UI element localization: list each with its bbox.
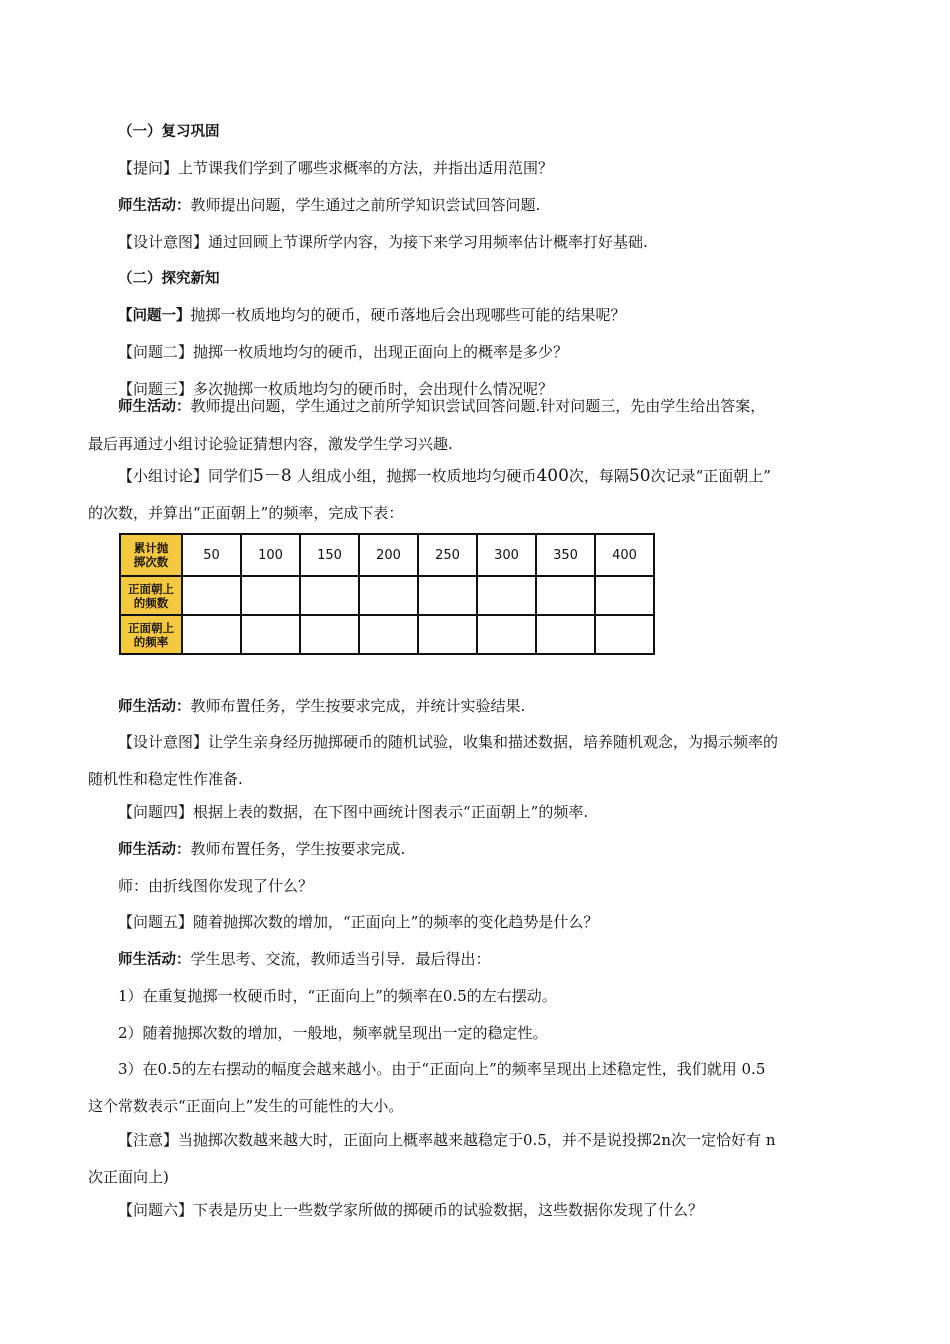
row-header-line-2: 的频数 xyxy=(133,595,169,610)
activity-2-block xyxy=(88,388,863,463)
note-line-1: 当抛掷次数越来越大时，正面向上概率越来越稳定于0.5，并不是说投掷2n次一定恰好有 n xyxy=(178,1131,776,1149)
activity-5-text: 学生思考、交流，教师适当引导．最后得出： xyxy=(190,950,491,968)
q6-text: 下表是历史上一些数学家所做的掷硬币的试验数据，这些数据你发现了什么？ xyxy=(193,1201,704,1219)
discussion-text-b: 人组成小组，抛掷一枚质地均匀硬币 xyxy=(291,467,537,485)
paragraph-activity-3 xyxy=(88,688,863,726)
tag-activity-3: 师生活动： xyxy=(118,699,191,715)
activity-2-line-1-text: 教师提出问题，学生通过之前所学知识尝试回答问题.针对问题三，先由学生给出答案， xyxy=(190,397,766,415)
count-cell: 350 xyxy=(536,534,595,576)
count-cell: 50 xyxy=(182,534,241,576)
blank-cell[interactable] xyxy=(418,615,477,654)
row-header-heads-count xyxy=(120,576,182,615)
intent-2-line-2: 随机性和稳定性作准备. xyxy=(88,770,243,788)
paragraph-q5 xyxy=(88,904,863,941)
tag-q5: 【问题五】 xyxy=(118,913,194,931)
discussion-line-2: 的次数，并算出“正面朝上”的频率，完成下表： xyxy=(88,504,404,522)
paragraph-q6 xyxy=(88,1192,863,1229)
table-row-counts xyxy=(120,534,654,576)
blank-cell[interactable] xyxy=(182,615,241,654)
paragraph-q2 xyxy=(88,334,863,371)
table-row-heads-rate xyxy=(120,615,654,654)
q1-text: 抛掷一枚质地均匀的硬币，硬币落地后会出现哪些可能的结果呢？ xyxy=(190,306,626,324)
count-cell: 200 xyxy=(359,534,418,576)
discussion-total-throws: 400 xyxy=(536,466,569,486)
activity-2-line-2-text: 最后再通过小组讨论验证猜想内容，激发学生学习兴趣. xyxy=(88,435,453,453)
experiment-table xyxy=(119,533,655,655)
count-cell: 300 xyxy=(477,534,536,576)
row-header-line-1: 累计抛 xyxy=(133,541,169,555)
paragraph-teacher-question: 师：由折线图你发现了什么？ xyxy=(118,877,314,895)
blank-cell[interactable] xyxy=(477,576,536,615)
question-text: 上节课我们学到了哪些求概率的方法，并指出适用范围？ xyxy=(178,159,554,177)
note-line-2: 次正面向上) xyxy=(88,1168,169,1186)
tag-activity-4: 师生活动： xyxy=(118,842,191,858)
blank-cell[interactable] xyxy=(300,576,359,615)
intent-2-block xyxy=(88,724,863,798)
tag-q3: 【问题三】 xyxy=(118,380,194,398)
tag-q4: 【问题四】 xyxy=(118,803,194,821)
group-discussion-block xyxy=(88,458,863,532)
q4-text: 根据上表的数据，在下图中画统计图表示“正面朝上”的频率. xyxy=(193,803,589,821)
blank-cell[interactable] xyxy=(595,615,654,654)
intent-text: 通过回顾上节课所学内容，为接下来学习用频率估计概率打好基础. xyxy=(208,233,648,251)
note-block xyxy=(88,1122,863,1196)
row-header-line-2: 的频率 xyxy=(133,634,169,649)
row-header-line-1: 正面朝上 xyxy=(128,581,174,596)
conclusion-3-block xyxy=(88,1051,863,1125)
blank-cell[interactable] xyxy=(536,615,595,654)
tag-q1: 【问题一】 xyxy=(118,308,191,324)
activity-text: 教师提出问题，学生通过之前所学知识尝试回答问题. xyxy=(190,196,541,214)
paragraph-intent-1 xyxy=(88,224,863,261)
tag-note: 【注意】 xyxy=(118,1131,179,1149)
paragraph-question xyxy=(88,150,863,187)
tag-activity: 师生活动： xyxy=(118,198,191,214)
count-cell: 250 xyxy=(418,534,477,576)
conclusion-1: 1）在重复抛掷一枚硬币时，“正面向上”的频率在0.5的左右摆动。 xyxy=(118,987,557,1005)
row-header-line-1: 正面朝上 xyxy=(128,620,174,635)
discussion-group-size: 5－8 xyxy=(253,466,292,486)
blank-cell[interactable] xyxy=(359,615,418,654)
paragraph-activity-1 xyxy=(88,187,863,225)
blank-cell[interactable] xyxy=(182,576,241,615)
tag-intent: 【设计意图】 xyxy=(118,233,209,251)
tag-activity-2: 师生活动： xyxy=(118,399,191,415)
blank-cell[interactable] xyxy=(300,615,359,654)
activity-4-text: 教师布置任务，学生按要求完成. xyxy=(190,840,406,858)
blank-cell[interactable] xyxy=(536,576,595,615)
q3-text: 多次抛掷一枚质地均匀的硬币时，会出现什么情况呢？ xyxy=(193,380,554,398)
row-header-counts xyxy=(120,534,182,576)
blank-cell[interactable] xyxy=(241,576,300,615)
paragraph-activity-5 xyxy=(88,941,863,979)
conclusion-2: 2）随着抛掷次数的增加，一般地，频率就呈现出一定的稳定性。 xyxy=(118,1024,548,1042)
paragraph-q1 xyxy=(88,297,863,335)
blank-cell[interactable] xyxy=(418,576,477,615)
paragraph-activity-4 xyxy=(88,831,863,869)
discussion-text-c: 次，每隔 xyxy=(568,467,629,485)
blank-cell[interactable] xyxy=(241,615,300,654)
table-row-heads-frequency xyxy=(120,576,654,615)
count-cell: 400 xyxy=(595,534,654,576)
blank-cell[interactable] xyxy=(477,615,536,654)
discussion-text-a: 同学们 xyxy=(208,467,254,485)
activity-3-text: 教师布置任务，学生按要求完成，并统计实验结果. xyxy=(190,697,526,715)
discussion-text-d: 次记录“正面朝上” xyxy=(650,467,771,485)
count-cell: 100 xyxy=(241,534,300,576)
section-heading-explore: （二）探究新知 xyxy=(118,271,220,287)
conclusion-3-line-1: 3）在0.5的左右摆动的幅度会越来越小。由于“正面向上”的频率呈现出上述稳定性，我们就用 0.5 xyxy=(118,1060,766,1078)
discussion-interval: 50 xyxy=(628,466,651,486)
tag-activity-5: 师生活动： xyxy=(118,952,191,968)
blank-cell[interactable] xyxy=(595,576,654,615)
section-heading-review: （一）复习巩固 xyxy=(118,124,220,140)
conclusion-3-line-2: 这个常数表示“正面向上”发生的可能性的大小。 xyxy=(88,1097,404,1115)
tag-q6: 【问题六】 xyxy=(118,1201,194,1219)
q5-text: 随着抛掷次数的增加，“正面向上”的频率的变化趋势是什么？ xyxy=(193,913,599,931)
paragraph-q4 xyxy=(88,794,863,831)
row-header-line-2: 掷次数 xyxy=(133,555,169,569)
row-header-heads-rate xyxy=(120,615,182,654)
tag-q2: 【问题二】 xyxy=(118,343,194,361)
tag-intent-2: 【设计意图】 xyxy=(118,733,209,751)
q2-text: 抛掷一枚质地均匀的硬币，出现正面向上的概率是多少？ xyxy=(193,343,569,361)
count-cell: 150 xyxy=(300,534,359,576)
intent-2-line-1: 让学生亲身经历抛掷硬币的随机试验，收集和描述数据，培养随机观念，为揭示频率的 xyxy=(208,733,779,751)
blank-cell[interactable] xyxy=(359,576,418,615)
tag-discussion: 【小组讨论】 xyxy=(118,467,209,485)
tag-question: 【提问】 xyxy=(118,159,179,177)
